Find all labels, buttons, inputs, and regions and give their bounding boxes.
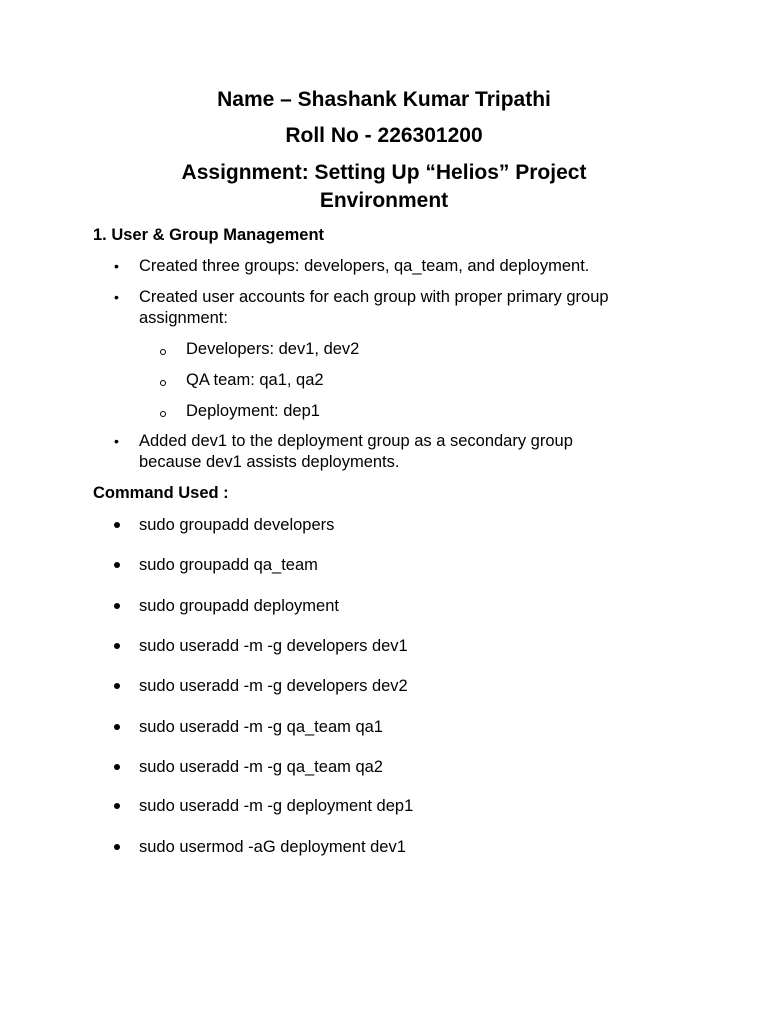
- bullet-dot-icon: [114, 522, 120, 528]
- sub-bullet-circle-icon: [160, 380, 166, 386]
- bullet-dot-icon: [114, 803, 120, 809]
- bullet-dot-icon: [114, 603, 120, 609]
- command-item: sudo useradd -m -g qa_team qa2: [139, 758, 383, 776]
- sub-bullet-circle-icon: [160, 411, 166, 417]
- sub-bullet-circle-icon: [160, 349, 166, 355]
- bullet-dot-icon: •: [114, 289, 119, 305]
- sub-list-item: Developers: dev1, dev2: [186, 340, 360, 358]
- command-item: sudo useradd -m -g developers dev1: [139, 637, 408, 655]
- section-heading-user-group: 1. User & Group Management: [93, 226, 325, 244]
- bullet-dot-icon: [114, 844, 120, 850]
- command-item: sudo usermod -aG deployment dev1: [139, 838, 406, 856]
- section-heading-commands: Command Used :: [93, 484, 229, 502]
- bullet-dot-icon: [114, 643, 120, 649]
- bullet-dot-icon: [114, 724, 120, 730]
- assignment-title: [0, 159, 768, 215]
- bullet-dot-icon: [114, 562, 120, 568]
- student-name: Name – Shashank Kumar Tripathi: [217, 88, 551, 111]
- roll-number: Roll No - 226301200: [285, 124, 483, 147]
- list-item: Created user accounts for each group with proper primary group assignment:: [139, 288, 609, 327]
- bullet-dot-icon: [114, 764, 120, 770]
- command-item: sudo groupadd developers: [139, 516, 335, 534]
- sub-list-item: QA team: qa1, qa2: [186, 371, 324, 389]
- sub-list-item: Deployment: dep1: [186, 402, 320, 420]
- bullet-dot-icon: •: [114, 433, 119, 449]
- command-item: sudo useradd -m -g deployment dep1: [139, 797, 414, 815]
- assignment-title-line-1: Assignment: Setting Up “Helios” Project: [181, 161, 587, 184]
- bullet-dot-icon: •: [114, 258, 119, 274]
- bullet-dot-icon: [114, 683, 120, 689]
- list-item: Created three groups: developers, qa_team, and deployment.: [139, 257, 590, 275]
- command-item: sudo groupadd qa_team: [139, 556, 318, 574]
- assignment-title-line-2: Environment: [319, 189, 449, 212]
- command-item: sudo useradd -m -g developers dev2: [139, 677, 408, 695]
- command-item: sudo useradd -m -g qa_team qa1: [139, 718, 383, 736]
- command-item: sudo groupadd deployment: [139, 597, 339, 615]
- list-item: Added dev1 to the deployment group as a secondary group because dev1 assists deployments.: [139, 432, 573, 471]
